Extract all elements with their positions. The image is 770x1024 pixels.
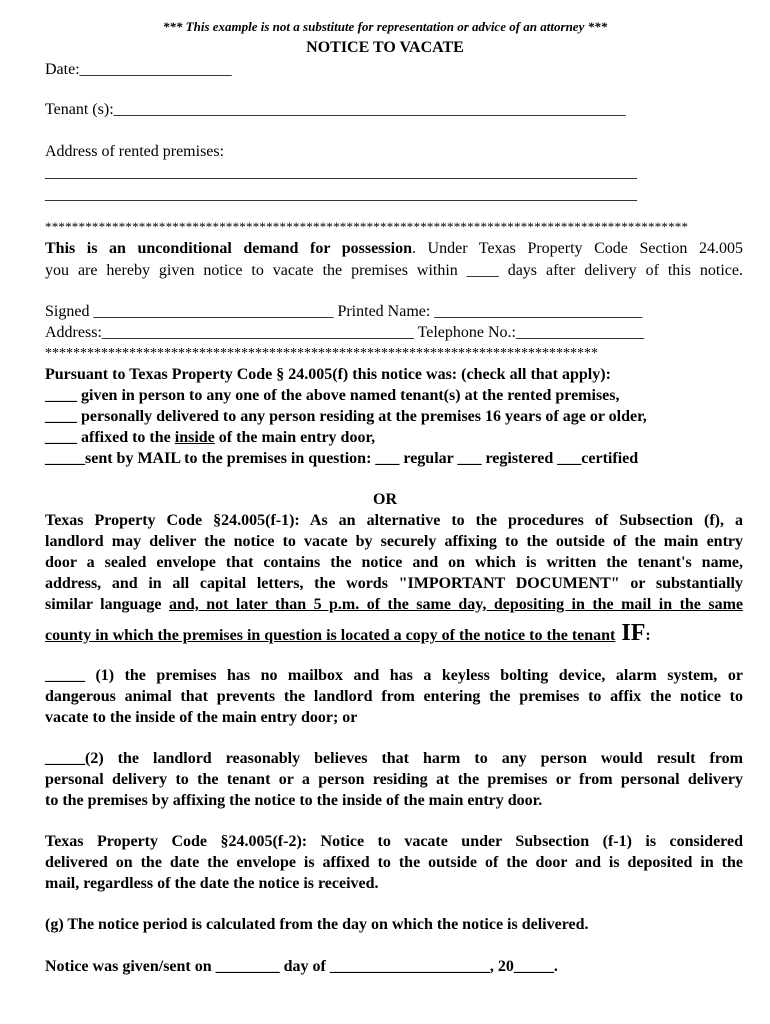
address-blank-1: __________________________________________________________________________	[45, 164, 637, 181]
f1-line-6-a: county in which the premises in question is located a copy of the notice to the tenant	[45, 627, 616, 644]
date-field: Date:___________________	[45, 61, 232, 78]
address-label: Address of rented premises:	[45, 143, 225, 160]
demand-line-2: you are hereby given notice to vacate the premises within ____ days after delivery of this notice.	[45, 262, 743, 279]
affixed-text-a: ____ affixed to the	[45, 429, 175, 446]
f1-line-2: landlord may deliver the notice to vacate by securely affixing to the outside of the main entry	[45, 533, 743, 550]
delivery-option-personally-delivered: ____ personally delivered to any person residing at the premises 16 years of age or older,	[45, 408, 647, 425]
f1-line-5-b: and, not later than 5 p.m. of the same day, depositing in the mail in the same	[168, 596, 743, 613]
f2-line-2: delivered on the date the envelope is affixed to the outside of the door and is deposited in the	[45, 854, 743, 871]
affixed-inside: inside	[174, 429, 215, 446]
separator-top: ************************************************************************************************	[45, 219, 689, 234]
demand-bold: This is an unconditional demand for possession	[45, 240, 412, 257]
condition-1-line-1: _____ (1) the premises has no mailbox and has a keyless bolting device, alarm system, or	[45, 667, 743, 684]
f1-line-6	[45, 620, 651, 649]
condition-2-line-1: _____(2) the landlord reasonably believes that harm to any person would result from	[45, 750, 743, 767]
address-phone-line: Address:_______________________________________ Telephone No.:________________	[45, 324, 644, 341]
separator-bottom: *******************************************************************************	[45, 346, 598, 361]
f1-line-3: door a sealed envelope that contains the notice and on which is written the tenant's name,	[45, 554, 743, 571]
notice-period-line: (g) The notice period is calculated from the day on which the notice is delivered.	[45, 916, 589, 933]
f1-colon: :	[645, 627, 651, 644]
demand-line-1	[45, 239, 743, 259]
f2-line-3: mail, regardless of the date the notice is received.	[45, 875, 379, 892]
delivery-option-mail: _____sent by MAIL to the premises in question: ___ regular ___ registered ___certified	[45, 450, 639, 467]
signed-line: Signed ______________________________ Printed Name: __________________________	[45, 303, 643, 320]
notice-given-line: Notice was given/sent on ________ day of ____________________, 20_____.	[45, 958, 558, 975]
tenant-field: Tenant (s):________________________________________________________________	[45, 101, 626, 118]
f1-line-5	[45, 595, 743, 615]
address-blank-2: __________________________________________________________________________	[45, 186, 637, 203]
condition-1-line-3: vacate to the inside of the main entry door; or	[45, 709, 358, 726]
delivery-option-in-person: ____ given in person to any one of the above named tenant(s) at the rented premises,	[45, 387, 620, 404]
f1-line-4: address, and in all capital letters, the words "IMPORTANT DOCUMENT" or substantially	[45, 575, 743, 592]
f1-line-5-a: similar language	[45, 596, 169, 613]
page-title: NOTICE TO VACATE	[306, 39, 464, 56]
affixed-text-c: of the main entry door,	[214, 429, 376, 446]
condition-2-line-2: personal delivery to the tenant or a person residing at the premises or from personal delivery	[45, 771, 743, 788]
f2-line-1: Texas Property Code §24.005(f-2): Notice to vacate under Subsection (f-1) is considered	[45, 833, 743, 850]
demand-rest: . Under Texas Property Code Section 24.005	[411, 240, 743, 257]
condition-2-line-3: to the premises by affixing the notice to the inside of the main entry door.	[45, 792, 543, 809]
or-divider: OR	[373, 491, 397, 508]
f1-if: IF	[615, 620, 646, 646]
disclaimer: *** This example is not a substitute for representation or advice of an attorney ***	[162, 19, 608, 34]
delivery-option-affixed	[45, 428, 375, 448]
condition-1-line-2: dangerous animal that prevents the landlord from entering the premises to affix the notice to	[45, 688, 743, 705]
f1-line-1: Texas Property Code §24.005(f-1): As an alternative to the procedures of Subsection (f), a	[45, 512, 743, 529]
pursuant-heading: Pursuant to Texas Property Code § 24.005(f) this notice was: (check all that apply):	[45, 366, 611, 383]
